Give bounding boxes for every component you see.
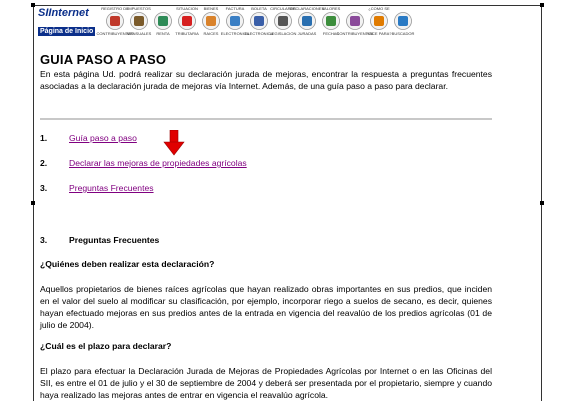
icon-label: HACE PARA? bbox=[366, 31, 392, 36]
logo-text: SIInternet bbox=[38, 7, 89, 19]
icon-caption: SITUACION bbox=[176, 6, 198, 11]
contribuyentes-icon bbox=[345, 11, 365, 31]
section-number: 3. bbox=[40, 235, 48, 245]
question-1: ¿Quiénes deben realizar esta declaración? bbox=[40, 259, 215, 269]
declaraciones-juradas-icon bbox=[297, 11, 317, 31]
registro-contribuyentes-nav-button[interactable] bbox=[96, 6, 134, 36]
icon-label: RAICES bbox=[203, 31, 219, 36]
declaraciones-juradas-nav-button[interactable] bbox=[289, 6, 325, 36]
intro-paragraph: En esta página Ud. podrá realizar su declaración jurada de mejoras, encontrar la respuesta a preguntas frecuentes asociadas a la declaración jurada de mejoras vía Internet. Además, de una guía paso a paso para declarar. bbox=[40, 69, 492, 91]
answer-1: Aquellos propietarios de bienes raíces agrícolas que hayan realizado obras importantes en sus predios, que inciden en el valor del suelo al modificar su clasificación, por ejemplo, incorporar riego a suelos de secano, es decir, quienes hayan efectuado mejoras en sus predios antes de la entrada en vigencia del reavalúo de los predios agrícolas (01 de julio de 2004). bbox=[40, 284, 492, 330]
icon-label: ELECTRONICA bbox=[220, 31, 250, 36]
icon-label: RENTA bbox=[156, 31, 170, 36]
boleta-electronica-icon bbox=[249, 11, 269, 31]
red-arrow-down-icon bbox=[163, 130, 185, 156]
icon-label: CONTRIBUYENTES bbox=[96, 31, 134, 36]
icon-caption: REGISTRO DE bbox=[101, 6, 129, 11]
icon-label: JURADAS bbox=[297, 31, 317, 36]
section-title: Preguntas Frecuentes bbox=[69, 235, 160, 245]
contribuyentes-nav-button[interactable] bbox=[336, 6, 374, 36]
bienes-raices-nav-button[interactable] bbox=[200, 6, 222, 36]
icon-caption: DECLARACIONES bbox=[289, 6, 325, 11]
nav-icon-row bbox=[96, 6, 415, 36]
menu-number: 3. bbox=[40, 183, 48, 193]
renta-icon bbox=[153, 11, 173, 31]
boleta-electronica-nav-button[interactable] bbox=[244, 6, 274, 36]
buscador-nav-button[interactable] bbox=[392, 6, 414, 36]
bienes-raices-icon bbox=[201, 11, 221, 31]
link-guia-paso-a-paso[interactable]: Guía paso a paso bbox=[69, 133, 137, 143]
circulares-legislacion-icon bbox=[273, 11, 293, 31]
icon-caption: CIRCULARES bbox=[270, 6, 296, 11]
icon-label: MENSUALES bbox=[126, 31, 152, 36]
impuestos-mensuales-icon bbox=[129, 11, 149, 31]
valores-fechas-icon bbox=[321, 11, 341, 31]
resize-handle-mid-left[interactable] bbox=[31, 201, 35, 205]
situacion-tributaria-icon bbox=[177, 11, 197, 31]
como-se-hace-para-nav-button[interactable] bbox=[368, 6, 390, 36]
renta-nav-button[interactable] bbox=[152, 6, 174, 36]
factura-electronica-nav-button[interactable] bbox=[220, 6, 250, 36]
icon-caption: BIENES bbox=[203, 6, 219, 11]
header-toolbar bbox=[38, 6, 414, 40]
factura-electronica-icon bbox=[225, 11, 245, 31]
icon-label: FECHAS bbox=[322, 31, 340, 36]
icon-label: LEGISLACION bbox=[269, 31, 297, 36]
divider bbox=[40, 118, 492, 120]
icon-label: ELECTRONICA bbox=[244, 31, 274, 36]
situacion-tributaria-nav-button[interactable] bbox=[176, 6, 198, 36]
page-title: GUIA PASO A PASO bbox=[40, 52, 167, 67]
icon-caption: FACTURA bbox=[225, 6, 245, 11]
link-declarar-mejoras[interactable]: Declarar las mejoras de propiedades agrícolas bbox=[69, 158, 247, 168]
registro-contribuyentes-icon bbox=[105, 11, 125, 31]
como-se-hace-para-icon bbox=[369, 11, 389, 31]
home-page-label: Página de Inicio bbox=[40, 28, 94, 35]
icon-caption: BOLETA bbox=[251, 6, 267, 11]
icon-label: CONTRIBUYENTES bbox=[336, 31, 374, 36]
link-preguntas-frecuentes[interactable]: Preguntas Frecuentes bbox=[69, 183, 154, 193]
buscador-icon bbox=[393, 11, 413, 31]
sii-logo-home-link[interactable] bbox=[38, 6, 102, 36]
resize-handle-mid-right[interactable] bbox=[540, 201, 544, 205]
resize-handle-top-right[interactable] bbox=[540, 3, 544, 7]
impuestos-mensuales-nav-button[interactable] bbox=[128, 6, 150, 36]
answer-2: El plazo para efectuar la Declaración Jurada de Mejoras de Propiedades Agrícolas por Internet o en las Oficinas del SII, es entre el 01 de julio y el 30 de septiembre de 2004 y deberá ser presentada por el propietario, siempre y cuando haya realizado las mejoras antes de entrar en vigencia el reavalúo agrícola. bbox=[40, 366, 492, 400]
icon-label: BUSCADOR bbox=[391, 31, 415, 36]
icon-caption: VALORES bbox=[321, 6, 341, 11]
menu-number: 2. bbox=[40, 158, 48, 168]
icon-label: TRIBUTARIA bbox=[175, 31, 199, 36]
icon-caption: ¿COMO SE bbox=[368, 6, 390, 11]
icon-caption: IMPUESTOS bbox=[127, 6, 151, 11]
menu-number: 1. bbox=[40, 133, 48, 143]
question-2: ¿Cuál es el plazo para declarar? bbox=[40, 341, 172, 351]
resize-handle-top-left[interactable] bbox=[31, 3, 35, 7]
